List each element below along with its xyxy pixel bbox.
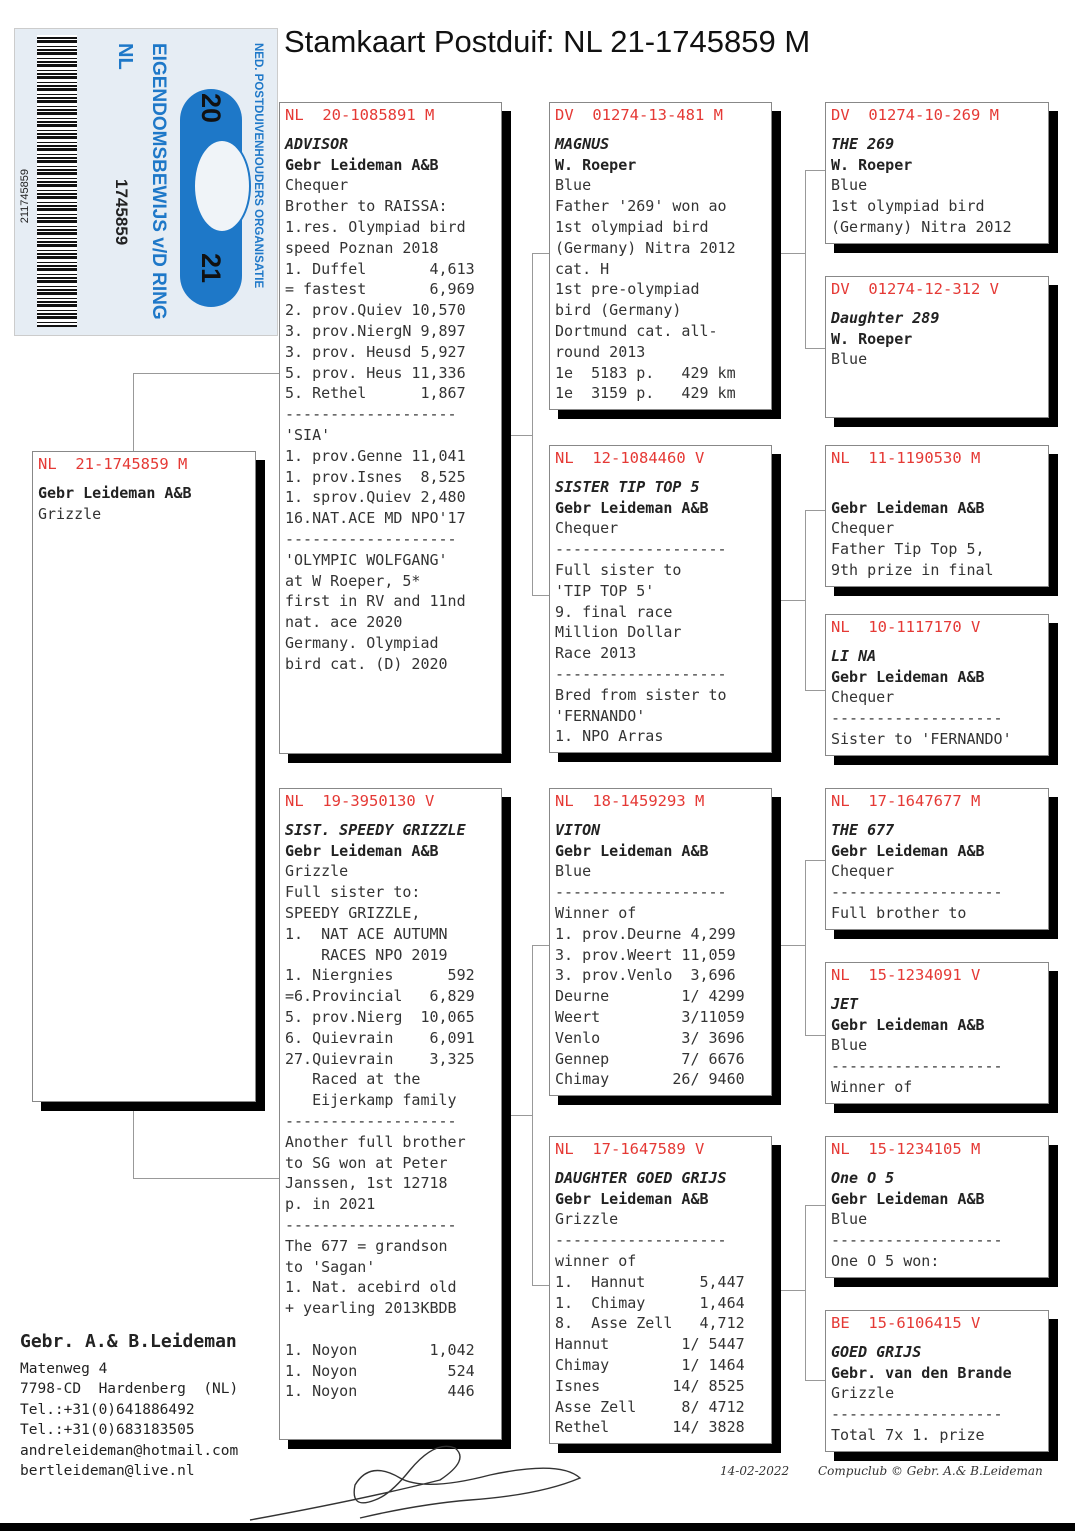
software-credit: Compuclub © Gebr. A.& B.Leideman xyxy=(818,1464,1043,1478)
owner: Gebr Leideman A&B xyxy=(831,841,985,860)
pedigree-card-main[interactable] xyxy=(32,451,256,1102)
lion-emblem-icon xyxy=(193,139,251,233)
pedigree-card-ggp-7[interactable] xyxy=(825,1136,1049,1278)
info-line: Total 7x 1. prize xyxy=(831,1425,985,1444)
info-line: Winner of xyxy=(831,1077,913,1096)
info-line: 1. Nat. acebird old xyxy=(285,1278,457,1297)
info-line: 27.Quievrain 3,325 xyxy=(285,1049,475,1068)
info-line: cat. H xyxy=(555,259,610,278)
connector-line xyxy=(532,1285,550,1286)
connector-line xyxy=(805,860,806,1035)
info-line: 3. prov.NiergN 9,897 xyxy=(285,321,466,340)
connector-line xyxy=(805,170,806,348)
info-line: Father Tip Top 5, xyxy=(831,540,985,559)
info-line: 1e 5183 p. 429 km xyxy=(555,363,736,382)
info-line: nat. ace 2020 xyxy=(285,613,403,632)
bird-name: MAGNUS xyxy=(555,134,610,153)
connector-line xyxy=(532,253,533,595)
owner: W. Roeper xyxy=(831,155,913,174)
connector-line xyxy=(805,1205,825,1206)
ring-number: DV 01274-13-481 M xyxy=(555,106,723,124)
info-line: Winner of xyxy=(555,903,637,922)
info-line: p. in 2021 xyxy=(285,1195,376,1214)
email-line[interactable]: andreleideman@hotmail.com xyxy=(20,1442,239,1459)
info-line: Blue xyxy=(831,1210,868,1229)
info-line: Full sister to xyxy=(555,560,682,579)
info-line: speed Poznan 2018 xyxy=(285,238,439,257)
info-line: 'TIP TOP 5' xyxy=(555,581,655,600)
bird-name xyxy=(831,477,1043,498)
connector-line xyxy=(532,945,550,946)
info-line: Bred from sister to xyxy=(555,685,727,704)
pedigree-card-ggp-1[interactable] xyxy=(825,102,1049,244)
info-line: Blue xyxy=(555,176,592,195)
pedigree-card-sire[interactable] xyxy=(279,102,502,754)
info-line: ------------------- xyxy=(285,405,457,424)
owner: W. Roeper xyxy=(555,155,637,174)
ring-number: NL 12-1084460 V xyxy=(555,449,705,467)
ring-number: NL 15-1234091 V xyxy=(831,966,981,984)
owner: Gebr Leideman A&B xyxy=(831,1189,985,1208)
info-line: 16.NAT.ACE MD NPO'17 xyxy=(285,509,466,528)
info-line: bird (Germany) xyxy=(555,301,682,320)
info-line: 1st olympiad bird xyxy=(555,217,709,236)
info-line: Chequer xyxy=(831,688,895,707)
info-line: 1. Noyon 524 xyxy=(285,1361,475,1380)
barcode xyxy=(37,35,77,327)
info-line: to 'Sagan' xyxy=(285,1257,376,1276)
info-line: Dortmund cat. all- xyxy=(555,321,718,340)
info-line: ------------------- xyxy=(831,1405,1003,1424)
address-line: 7798-CD Hardenberg (NL) xyxy=(20,1381,239,1397)
info-line: Grizzle xyxy=(285,862,349,881)
connector-line xyxy=(511,1115,532,1116)
breeder-name: Gebr. A.& B.Leideman xyxy=(20,1331,237,1352)
ring-number: NL 17-1647677 M xyxy=(831,792,981,810)
info-line: Grizzle xyxy=(555,1210,619,1229)
connector-line xyxy=(805,1205,806,1380)
info-line: ------------------- xyxy=(555,883,727,902)
color: Grizzle xyxy=(38,504,102,523)
owner: Gebr. van den Brande xyxy=(831,1363,1012,1382)
ring-number: NL 10-1117170 V xyxy=(831,618,981,636)
connector-line xyxy=(133,1110,134,1178)
info-line: 3. prov.Venlo 3,696 xyxy=(555,966,736,985)
info-line: Asse Zell 8/ 4712 xyxy=(555,1397,745,1416)
bird-name: Daughter 289 xyxy=(831,308,940,327)
info-line: 6. Quievrain 6,091 xyxy=(285,1028,475,1047)
info-line: 3. prov. Heusd 5,927 xyxy=(285,342,466,361)
info-line: Janssen, 1st 12718 xyxy=(285,1174,448,1193)
pedigree-card-ggp-3[interactable] xyxy=(825,445,1049,587)
info-line: = fastest 6,969 xyxy=(285,280,475,299)
info-line: first in RV and 11nd xyxy=(285,592,466,611)
info-line: 1st olympiad bird xyxy=(831,197,985,216)
info-line: Father '269' won ao xyxy=(555,197,727,216)
bird-name: GOED GRIJS xyxy=(831,1342,922,1361)
ring-number: NL 19-3950130 V xyxy=(285,792,435,810)
bird-name: JET xyxy=(831,994,859,1013)
connector-line xyxy=(532,595,550,596)
info-line: ------------------- xyxy=(831,883,1003,902)
bird-name: THE 269 xyxy=(831,134,895,153)
connector-line xyxy=(532,945,533,1285)
info-line xyxy=(285,1319,496,1340)
info-line: Another full brother xyxy=(285,1132,466,1151)
info-line: Deurne 1/ 4299 xyxy=(555,987,745,1006)
owner: Gebr Leideman A&B xyxy=(555,841,709,860)
info-line: =6.Provincial 6,829 xyxy=(285,987,475,1006)
info-line: SPEEDY GRIZZLE, xyxy=(285,903,421,922)
owner: W. Roeper xyxy=(831,329,913,348)
pedigree-card-sire-sire[interactable] xyxy=(549,102,772,410)
owner: Gebr Leideman A&B xyxy=(555,498,709,517)
email-line[interactable]: bertleideman@live.nl xyxy=(20,1463,195,1479)
ring-ownership-card xyxy=(14,28,278,336)
ring-number: NL 18-1459293 M xyxy=(555,792,705,810)
info-line: (Germany) Nitra 2012 xyxy=(831,217,1012,236)
info-line: Raced at the xyxy=(285,1070,421,1089)
info-line: 1. Hannut 5,447 xyxy=(555,1272,745,1291)
info-line: Blue xyxy=(831,1036,868,1055)
connector-line xyxy=(780,600,805,601)
ring-number: NL 17-1647589 V xyxy=(555,1140,705,1158)
pedigree-card-ggp-8[interactable] xyxy=(825,1310,1049,1452)
info-line: Gennep 7/ 6676 xyxy=(555,1049,745,1068)
print-date: 14-02-2022 xyxy=(720,1464,790,1478)
info-line: 1. Duffel 4,613 xyxy=(285,259,475,278)
pedigree-card-ggp-6[interactable] xyxy=(825,962,1049,1104)
info-line: Grizzle xyxy=(831,1384,895,1403)
ring-number: NL 11-1190530 M xyxy=(831,449,981,467)
info-line: One O 5 won: xyxy=(831,1251,940,1270)
pedigree-card-sire-dam[interactable] xyxy=(549,445,772,753)
info-line: ------------------- xyxy=(831,709,1003,728)
info-line: 1. prov.Isnes 8,525 xyxy=(285,467,466,486)
info-line: bird cat. (D) 2020 xyxy=(285,654,448,673)
bird-name: ADVISOR xyxy=(285,134,349,153)
page-title: Stamkaart Postduif: NL 21-1745859 M xyxy=(284,24,811,59)
info-line: 1. Noyon 1,042 xyxy=(285,1340,475,1359)
info-line: ------------------- xyxy=(555,664,727,683)
owner: Gebr Leideman A&B xyxy=(555,1189,709,1208)
ring-number: DV 01274-12-312 V xyxy=(831,280,999,298)
info-line: round 2013 xyxy=(555,342,646,361)
info-line: ------------------- xyxy=(831,1057,1003,1076)
info-line: Germany. Olympiad xyxy=(285,633,439,652)
pedigree-card-ggp-2[interactable] xyxy=(825,276,1049,418)
info-line: Hannut 1/ 5447 xyxy=(555,1335,745,1354)
ring-number: NL 20-1085891 M xyxy=(285,106,435,124)
info-line: 'SIA' xyxy=(285,425,331,444)
bird-name: VITON xyxy=(555,820,601,839)
bird-name: SIST. SPEEDY GRIZZLE xyxy=(285,820,466,839)
owner: Gebr Leideman A&B xyxy=(831,498,985,517)
bird-name: LI NA xyxy=(831,646,877,665)
pedigree-card-ggp-5[interactable] xyxy=(825,788,1049,930)
ring-year-right: 21 xyxy=(196,253,226,284)
info-line: ------------------- xyxy=(555,540,727,559)
info-line: 5. Rethel 1,867 xyxy=(285,384,466,403)
info-line: 2. prov.Quiev 10,570 xyxy=(285,301,466,320)
connector-line xyxy=(532,253,550,254)
info-line: to SG won at Peter xyxy=(285,1153,448,1172)
page-bottom-edge xyxy=(0,1523,1075,1531)
info-line: 1. NPO Arras xyxy=(555,727,664,746)
info-line: 3. prov.Weert 11,059 xyxy=(555,945,736,964)
ring-certificate-label: EIGENDOMSBEWIJS v/D RING xyxy=(148,43,169,320)
info-line: Chequer xyxy=(831,862,895,881)
owner: Gebr Leideman A&B xyxy=(38,483,192,502)
connector-line xyxy=(780,945,805,946)
connector-line xyxy=(133,373,134,453)
info-line: Rethel 14/ 3828 xyxy=(555,1418,745,1437)
bird-name: THE 677 xyxy=(831,820,895,839)
info-line: Full brother to xyxy=(831,903,967,922)
owner: Gebr Leideman A&B xyxy=(285,841,439,860)
info-line: ------------------- xyxy=(285,529,457,548)
info-line: Isnes 14/ 8525 xyxy=(555,1376,745,1395)
breeder-contact xyxy=(20,1332,238,1482)
phone-line: Tel.:+31(0)641886492 xyxy=(20,1401,195,1418)
address-line: Matenweg 4 xyxy=(20,1360,108,1377)
info-line: 1.res. Olympiad bird xyxy=(285,217,466,236)
info-line: Brother to RAISSA: xyxy=(285,197,448,216)
info-line: 1st pre-olympiad xyxy=(555,280,700,299)
info-line: 9th prize in final xyxy=(831,560,994,579)
info-line: 1. prov.Genne 11,041 xyxy=(285,446,466,465)
owner: Gebr Leideman A&B xyxy=(831,1015,985,1034)
phone-line: Tel.:+31(0)683183505 xyxy=(20,1422,195,1438)
info-line: Sister to 'FERNANDO' xyxy=(831,729,1012,748)
info-line: 1. Niergnies 592 xyxy=(285,966,475,985)
info-line: Blue xyxy=(555,862,592,881)
signature xyxy=(240,1440,620,1530)
info-line: 8. Asse Zell 4,712 xyxy=(555,1314,745,1333)
ring-number: DV 01274-10-269 M xyxy=(831,106,999,124)
connector-line xyxy=(780,253,805,254)
info-line: Weert 3/11059 xyxy=(555,1007,745,1026)
info-line: Blue xyxy=(831,176,868,195)
info-line: Million Dollar xyxy=(555,623,682,642)
info-line: 1. sprov.Quiev 2,480 xyxy=(285,488,466,507)
connector-line xyxy=(805,170,825,171)
pedigree-card-dam[interactable] xyxy=(279,788,502,1440)
info-line: 'FERNANDO' xyxy=(555,706,646,725)
info-line: 'OLYMPIC WOLFGANG' xyxy=(285,550,448,569)
info-line: RACES NPO 2019 xyxy=(285,945,448,964)
connector-line xyxy=(805,1380,825,1381)
info-line: 1. prov.Deurne 4,299 xyxy=(555,924,736,943)
connector-line xyxy=(805,510,825,511)
info-line: 5. prov. Heus 11,336 xyxy=(285,363,466,382)
info-line: 1. Noyon 446 xyxy=(285,1382,475,1401)
info-line: 5. prov.Nierg 10,065 xyxy=(285,1007,475,1026)
ring-number: BE 15-6106415 V xyxy=(831,1314,981,1332)
info-line: ------------------- xyxy=(285,1215,457,1234)
connector-line xyxy=(805,1035,825,1036)
barcode-number: 211745859 xyxy=(19,169,31,224)
pedigree-card-dam-dam[interactable] xyxy=(549,1136,772,1444)
info-line: Chequer xyxy=(555,519,619,538)
info-line: Venlo 3/ 3696 xyxy=(555,1028,745,1047)
connector-line xyxy=(805,860,825,861)
ring-number: 1745859 xyxy=(112,179,131,246)
owner: Gebr Leideman A&B xyxy=(831,667,985,686)
info-line: winner of xyxy=(555,1251,637,1270)
info-line: 1. NAT ACE AUTUMN xyxy=(285,924,448,943)
connector-line xyxy=(805,348,825,349)
ring-country: NL xyxy=(114,43,136,70)
owner: Gebr Leideman A&B xyxy=(285,155,439,174)
pedigree-card-ggp-4[interactable] xyxy=(825,614,1049,756)
bird-name: SISTER TIP TOP 5 xyxy=(555,477,700,496)
info-line: The 677 = grandson xyxy=(285,1236,448,1255)
pedigree-card-dam-sire[interactable] xyxy=(549,788,772,1096)
connector-line xyxy=(511,435,532,436)
info-line: Blue xyxy=(831,350,868,369)
info-line: 1. Chimay 1,464 xyxy=(555,1293,745,1312)
info-line: ------------------- xyxy=(285,1111,457,1130)
info-line: ------------------- xyxy=(831,1231,1003,1250)
connector-line xyxy=(780,1290,805,1291)
info-line: 1e 3159 p. 429 km xyxy=(555,384,736,403)
info-line: Chimay 1/ 1464 xyxy=(555,1355,745,1374)
ring-number: NL 21-1745859 M xyxy=(38,455,188,473)
ring-organisation: NED. POSTDUIVENHOUDERS ORGANISATIE xyxy=(252,43,264,289)
info-line: Chequer xyxy=(831,519,895,538)
info-line: (Germany) Nitra 2012 xyxy=(555,238,736,257)
info-line: Full sister to: xyxy=(285,883,421,902)
connector-line xyxy=(805,510,806,690)
info-line: at W Roeper, 5* xyxy=(285,571,421,590)
bird-name: DAUGHTER GOED GRIJS xyxy=(555,1168,727,1187)
info-line: Eijerkamp family xyxy=(285,1091,457,1110)
info-line: 9. final race xyxy=(555,602,673,621)
info-line: ------------------- xyxy=(555,1231,727,1250)
connector-line xyxy=(805,690,825,691)
info-line: + yearling 2013KBDB xyxy=(285,1299,457,1318)
bird-name: One O 5 xyxy=(831,1168,895,1187)
info-line: Race 2013 xyxy=(555,644,637,663)
info-line: Chimay 26/ 9460 xyxy=(555,1070,745,1089)
connector-line xyxy=(133,373,280,374)
ring-number: NL 15-1234105 M xyxy=(831,1140,981,1158)
ring-year-left: 20 xyxy=(196,93,226,124)
info-line: Chequer xyxy=(285,176,349,195)
connector-line xyxy=(133,1178,280,1179)
